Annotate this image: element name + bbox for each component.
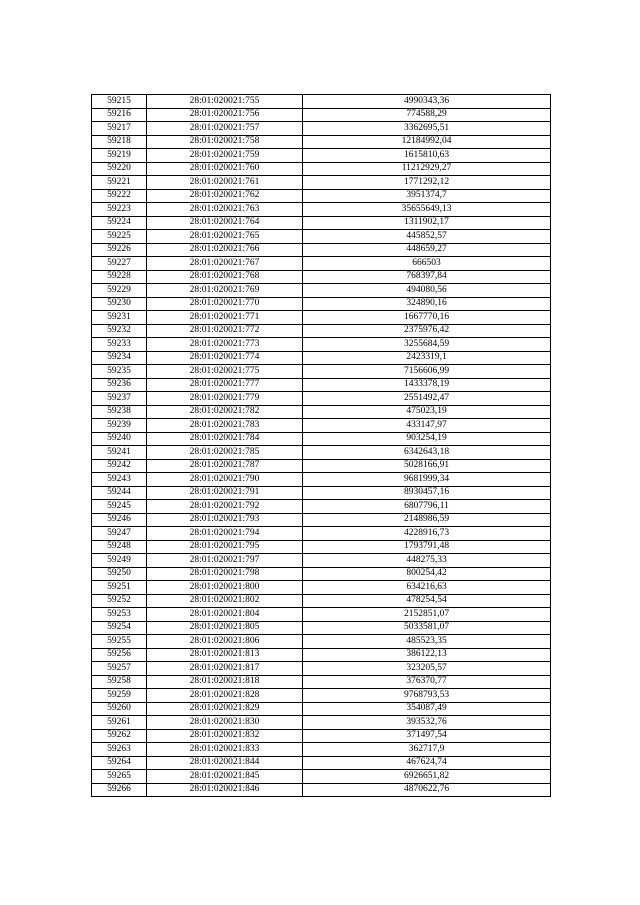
cadastral-value-cell: 1793791,48	[303, 540, 551, 554]
row-number-cell: 59232	[92, 324, 147, 338]
table-row	[92, 689, 551, 703]
row-number-cell: 59248	[92, 540, 147, 554]
cadastral-number-cell: 28:01:020021:756	[147, 108, 303, 122]
row-number-cell: 59254	[92, 621, 147, 635]
table-row	[92, 567, 551, 581]
table-row	[92, 135, 551, 149]
row-number-cell: 59253	[92, 608, 147, 622]
cadastral-value-cell: 362717,9	[303, 743, 551, 757]
row-number-cell: 59263	[92, 743, 147, 757]
table-row	[92, 270, 551, 284]
row-number-cell: 59235	[92, 365, 147, 379]
table-row	[92, 162, 551, 176]
row-number-cell: 59255	[92, 635, 147, 649]
cadastral-number-cell: 28:01:020021:784	[147, 432, 303, 446]
cadastral-value-cell: 11212929,27	[303, 162, 551, 176]
cadastral-number-cell: 28:01:020021:760	[147, 162, 303, 176]
table-row	[92, 729, 551, 743]
cadastral-number-cell: 28:01:020021:774	[147, 351, 303, 365]
table-row	[92, 108, 551, 122]
row-number-cell: 59219	[92, 149, 147, 163]
cadastral-value-cell: 1771292,12	[303, 176, 551, 190]
cadastral-number-cell: 28:01:020021:782	[147, 405, 303, 419]
cadastral-value-cell: 448659,27	[303, 243, 551, 257]
table-row	[92, 243, 551, 257]
table-row	[92, 756, 551, 770]
cadastral-value-cell: 324890,16	[303, 297, 551, 311]
row-number-cell: 59256	[92, 648, 147, 662]
row-number-cell: 59217	[92, 122, 147, 136]
row-number-cell: 59264	[92, 756, 147, 770]
cadastral-value-cell: 9768793,53	[303, 689, 551, 703]
cadastral-number-cell: 28:01:020021:785	[147, 446, 303, 460]
cadastral-value-cell: 448275,33	[303, 554, 551, 568]
table-row	[92, 527, 551, 541]
cadastral-number-cell: 28:01:020021:773	[147, 338, 303, 352]
cadastral-value-cell: 3951374,7	[303, 189, 551, 203]
row-number-cell: 59266	[92, 783, 147, 797]
row-number-cell: 59262	[92, 729, 147, 743]
cadastral-number-cell: 28:01:020021:779	[147, 392, 303, 406]
cadastral-value-cell: 774588,29	[303, 108, 551, 122]
table-row	[92, 446, 551, 460]
cadastral-number-cell: 28:01:020021:818	[147, 675, 303, 689]
row-number-cell: 59231	[92, 311, 147, 325]
cadastral-value-cell: 666503	[303, 257, 551, 271]
cadastral-number-cell: 28:01:020021:832	[147, 729, 303, 743]
cadastral-number-cell: 28:01:020021:777	[147, 378, 303, 392]
row-number-cell: 59239	[92, 419, 147, 433]
table-row	[92, 702, 551, 716]
cadastral-value-cell: 1311902,17	[303, 216, 551, 230]
cadastral-number-cell: 28:01:020021:787	[147, 459, 303, 473]
row-number-cell: 59218	[92, 135, 147, 149]
cadastral-value-cell: 1433378,19	[303, 378, 551, 392]
cadastral-value-cell: 485523,35	[303, 635, 551, 649]
cadastral-value-cell: 1667770,16	[303, 311, 551, 325]
table-row	[92, 743, 551, 757]
table-body	[92, 95, 551, 797]
row-number-cell: 59233	[92, 338, 147, 352]
row-number-cell: 59247	[92, 527, 147, 541]
cadastral-number-cell: 28:01:020021:783	[147, 419, 303, 433]
cadastral-number-cell: 28:01:020021:846	[147, 783, 303, 797]
row-number-cell: 59215	[92, 95, 147, 109]
cadastral-value-cell: 386122,13	[303, 648, 551, 662]
row-number-cell: 59250	[92, 567, 147, 581]
cadastral-value-cell: 8930457,16	[303, 486, 551, 500]
cadastral-number-cell: 28:01:020021:765	[147, 230, 303, 244]
cadastral-value-cell: 445852,57	[303, 230, 551, 244]
cadastral-value-cell: 6342643,18	[303, 446, 551, 460]
row-number-cell: 59245	[92, 500, 147, 514]
cadastral-number-cell: 28:01:020021:845	[147, 770, 303, 784]
row-number-cell: 59228	[92, 270, 147, 284]
cadastral-number-cell: 28:01:020021:766	[147, 243, 303, 257]
row-number-cell: 59242	[92, 459, 147, 473]
cadastral-value-cell: 393532,76	[303, 716, 551, 730]
row-number-cell: 59234	[92, 351, 147, 365]
cadastral-value-cell: 9681999,34	[303, 473, 551, 487]
table-row	[92, 365, 551, 379]
table-row	[92, 513, 551, 527]
row-number-cell: 59220	[92, 162, 147, 176]
table-row	[92, 95, 551, 109]
cadastral-number-cell: 28:01:020021:767	[147, 257, 303, 271]
cadastral-number-cell: 28:01:020021:762	[147, 189, 303, 203]
cadastral-value-cell: 2375976,42	[303, 324, 551, 338]
row-number-cell: 59261	[92, 716, 147, 730]
cadastral-number-cell: 28:01:020021:795	[147, 540, 303, 554]
cadastral-number-cell: 28:01:020021:769	[147, 284, 303, 298]
cadastral-number-cell: 28:01:020021:755	[147, 95, 303, 109]
cadastral-number-cell: 28:01:020021:791	[147, 486, 303, 500]
table-row	[92, 149, 551, 163]
cadastral-number-cell: 28:01:020021:771	[147, 311, 303, 325]
cadastral-number-cell: 28:01:020021:817	[147, 662, 303, 676]
cadastral-number-cell: 28:01:020021:790	[147, 473, 303, 487]
cadastral-number-cell: 28:01:020021:759	[147, 149, 303, 163]
row-number-cell: 59240	[92, 432, 147, 446]
table-row	[92, 635, 551, 649]
table-row	[92, 257, 551, 271]
table-row	[92, 176, 551, 190]
cadastral-value-cell: 371497,54	[303, 729, 551, 743]
cadastral-number-cell: 28:01:020021:763	[147, 203, 303, 217]
row-number-cell: 59216	[92, 108, 147, 122]
row-number-cell: 59260	[92, 702, 147, 716]
cadastral-value-cell: 634216,63	[303, 581, 551, 595]
cadastral-number-cell: 28:01:020021:813	[147, 648, 303, 662]
cadastral-number-cell: 28:01:020021:797	[147, 554, 303, 568]
table-row	[92, 284, 551, 298]
row-number-cell: 59258	[92, 675, 147, 689]
cadastral-value-cell: 494080,56	[303, 284, 551, 298]
table-row	[92, 486, 551, 500]
cadastral-value-cell: 478254,54	[303, 594, 551, 608]
row-number-cell: 59241	[92, 446, 147, 460]
cadastral-value-cell: 4228916,73	[303, 527, 551, 541]
cadastral-number-cell: 28:01:020021:805	[147, 621, 303, 635]
row-number-cell: 59243	[92, 473, 147, 487]
table-row	[92, 378, 551, 392]
cadastral-value-cell: 903254,19	[303, 432, 551, 446]
row-number-cell: 59237	[92, 392, 147, 406]
cadastral-number-cell: 28:01:020021:764	[147, 216, 303, 230]
cadastral-number-cell: 28:01:020021:792	[147, 500, 303, 514]
cadastral-value-cell: 1615810,63	[303, 149, 551, 163]
cadastral-number-cell: 28:01:020021:761	[147, 176, 303, 190]
cadastral-value-cell: 475023,19	[303, 405, 551, 419]
row-number-cell: 59229	[92, 284, 147, 298]
cadastral-value-cell: 6926651,82	[303, 770, 551, 784]
row-number-cell: 59230	[92, 297, 147, 311]
table-row	[92, 554, 551, 568]
table-row	[92, 311, 551, 325]
cadastral-value-table	[91, 94, 551, 797]
row-number-cell: 59225	[92, 230, 147, 244]
table-row	[92, 594, 551, 608]
row-number-cell: 59244	[92, 486, 147, 500]
cadastral-number-cell: 28:01:020021:802	[147, 594, 303, 608]
table-row	[92, 608, 551, 622]
table-row	[92, 351, 551, 365]
row-number-cell: 59251	[92, 581, 147, 595]
table-row	[92, 459, 551, 473]
table-row	[92, 297, 551, 311]
table-row	[92, 500, 551, 514]
row-number-cell: 59259	[92, 689, 147, 703]
cadastral-value-cell: 12184992,04	[303, 135, 551, 149]
table-row	[92, 324, 551, 338]
cadastral-number-cell: 28:01:020021:806	[147, 635, 303, 649]
row-number-cell: 59222	[92, 189, 147, 203]
table-row	[92, 230, 551, 244]
row-number-cell: 59265	[92, 770, 147, 784]
cadastral-value-cell: 2148986,59	[303, 513, 551, 527]
table-row	[92, 405, 551, 419]
table-row	[92, 648, 551, 662]
cadastral-value-cell: 2551492,47	[303, 392, 551, 406]
row-number-cell: 59252	[92, 594, 147, 608]
cadastral-value-cell: 354087,49	[303, 702, 551, 716]
table-row	[92, 419, 551, 433]
cadastral-value-cell: 4870622,76	[303, 783, 551, 797]
table-row	[92, 432, 551, 446]
table-row	[92, 783, 551, 797]
cadastral-value-cell: 433147,97	[303, 419, 551, 433]
row-number-cell: 59221	[92, 176, 147, 190]
table-row	[92, 338, 551, 352]
cadastral-value-cell: 35655649,13	[303, 203, 551, 217]
cadastral-value-cell: 4990343,36	[303, 95, 551, 109]
cadastral-number-cell: 28:01:020021:772	[147, 324, 303, 338]
cadastral-number-cell: 28:01:020021:758	[147, 135, 303, 149]
cadastral-number-cell: 28:01:020021:800	[147, 581, 303, 595]
table-row	[92, 473, 551, 487]
cadastral-value-cell: 323205,57	[303, 662, 551, 676]
cadastral-number-cell: 28:01:020021:794	[147, 527, 303, 541]
row-number-cell: 59236	[92, 378, 147, 392]
row-number-cell: 59246	[92, 513, 147, 527]
cadastral-value-cell: 2423319,1	[303, 351, 551, 365]
table-row	[92, 770, 551, 784]
cadastral-number-cell: 28:01:020021:768	[147, 270, 303, 284]
cadastral-value-cell: 3255684,59	[303, 338, 551, 352]
cadastral-value-cell: 800254,42	[303, 567, 551, 581]
table-row	[92, 662, 551, 676]
cadastral-value-cell: 5028166,91	[303, 459, 551, 473]
cadastral-number-cell: 28:01:020021:833	[147, 743, 303, 757]
cadastral-value-cell: 768397,84	[303, 270, 551, 284]
cadastral-number-cell: 28:01:020021:830	[147, 716, 303, 730]
cadastral-value-cell: 5033581,07	[303, 621, 551, 635]
cadastral-value-cell: 3362695,51	[303, 122, 551, 136]
cadastral-number-cell: 28:01:020021:828	[147, 689, 303, 703]
table-row	[92, 189, 551, 203]
row-number-cell: 59238	[92, 405, 147, 419]
cadastral-number-cell: 28:01:020021:844	[147, 756, 303, 770]
cadastral-number-cell: 28:01:020021:798	[147, 567, 303, 581]
cadastral-value-cell: 376370,77	[303, 675, 551, 689]
table-row	[92, 621, 551, 635]
table-row	[92, 203, 551, 217]
cadastral-number-cell: 28:01:020021:757	[147, 122, 303, 136]
table-row	[92, 122, 551, 136]
cadastral-number-cell: 28:01:020021:793	[147, 513, 303, 527]
cadastral-number-cell: 28:01:020021:804	[147, 608, 303, 622]
cadastral-number-cell: 28:01:020021:770	[147, 297, 303, 311]
table-row	[92, 540, 551, 554]
cadastral-value-cell: 6807796,11	[303, 500, 551, 514]
table-row	[92, 581, 551, 595]
row-number-cell: 59223	[92, 203, 147, 217]
table-row	[92, 392, 551, 406]
cadastral-value-cell: 467624,74	[303, 756, 551, 770]
cadastral-value-cell: 2152851,07	[303, 608, 551, 622]
row-number-cell: 59224	[92, 216, 147, 230]
table-row	[92, 216, 551, 230]
table-row	[92, 675, 551, 689]
table-row	[92, 716, 551, 730]
cadastral-value-cell: 7156606,99	[303, 365, 551, 379]
row-number-cell: 59227	[92, 257, 147, 271]
cadastral-number-cell: 28:01:020021:829	[147, 702, 303, 716]
cadastral-number-cell: 28:01:020021:775	[147, 365, 303, 379]
row-number-cell: 59257	[92, 662, 147, 676]
row-number-cell: 59226	[92, 243, 147, 257]
row-number-cell: 59249	[92, 554, 147, 568]
